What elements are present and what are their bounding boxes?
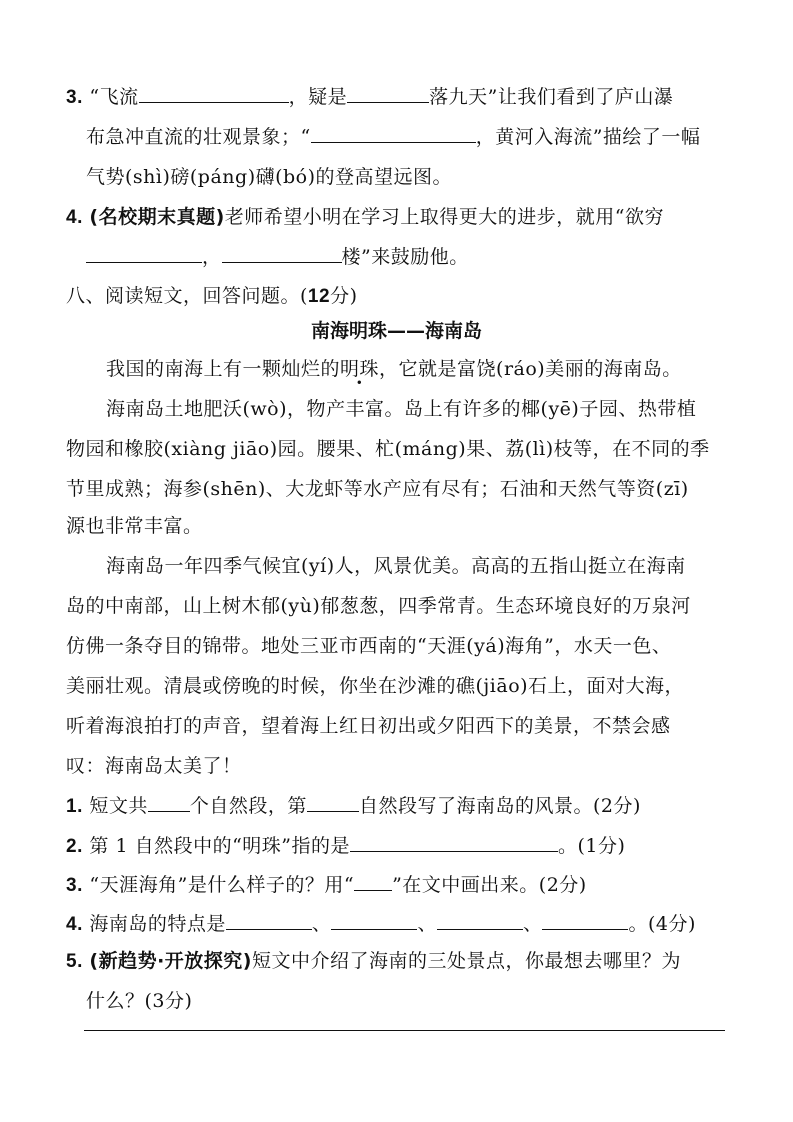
passage-title: 南海明珠——海南岛 xyxy=(310,320,482,342)
passage-paragraph-2-line-3: 节里成熟；海参(shēn)、大龙虾等水产应有尽有；石油和天然气等资(zī) xyxy=(66,478,689,500)
q3-number: 3. xyxy=(66,87,83,108)
passage-paragraph-3-line-3: 仿佛一条夺目的锦带。地处三亚市西南的“天涯(yá)海角”，水天一色、 xyxy=(66,635,672,657)
q4-blank-2[interactable] xyxy=(222,244,342,263)
question-5-line-1: 5. (新趋势·开放探究)短文中介绍了海南的三处景点，你最想去哪里？为 xyxy=(66,950,682,972)
underline-symbol xyxy=(354,872,392,891)
question-4-blank-4[interactable] xyxy=(542,911,628,930)
question-1-blank-1[interactable] xyxy=(148,793,190,812)
question-2-blank[interactable] xyxy=(350,833,558,852)
question-2: 2. 第 1 自然段中的“明珠”指的是 。(1分) xyxy=(66,835,626,857)
question-5-tag: (新趋势·开放探究) xyxy=(89,950,252,972)
passage-paragraph-3-line-6: 叹：海南岛太美了！ xyxy=(66,755,242,777)
question-1: 1. 短文共 个自然段，第 自然段写了海南岛的风景。(2分) xyxy=(66,795,641,817)
q3-line-2: 布急冲直流的壮观景象；“ ，黄河入海流”描绘了一幅 xyxy=(86,126,701,148)
q4-line-2: ， 楼”来鼓励他。 xyxy=(86,244,469,270)
q4-blank-1[interactable] xyxy=(86,244,202,263)
passage-paragraph-3-line-4: 美丽壮观。清晨或傍晚的时候，你坐在沙滩的礁(jiāo)石上，面对大海， xyxy=(66,675,685,697)
q3-blank-1[interactable] xyxy=(139,84,289,103)
question-5-line-2: 什么？(3分) xyxy=(86,990,193,1012)
q4-tag: (名校期末真题) xyxy=(89,206,225,228)
emphasis-mingzhu: 明珠 xyxy=(340,358,380,380)
passage-paragraph-3-line-2: 岛的中南部，山上树木郁(yù)郁葱葱，四季常青。生态环境良好的万泉河 xyxy=(66,595,691,617)
question-4-blank-3[interactable] xyxy=(437,911,523,930)
passage-paragraph-3-line-1: 海南岛一年四季气候宜(yí)人，风景优美。高高的五指山挺立在海南 xyxy=(106,555,686,577)
passage-paragraph-2-line-1: 海南岛土地肥沃(wò)，物产丰富。岛上有许多的椰(yē)子园、热带植 xyxy=(106,398,697,420)
question-3: 3. “天涯海角”是什么样子的？用“ ”在文中画出来。(2分) xyxy=(66,874,587,896)
passage-paragraph-2-line-4: 源也非常丰富。 xyxy=(66,515,203,537)
question-4-blank-2[interactable] xyxy=(331,911,417,930)
passage-paragraph-3-line-5: 听着海浪拍打的声音，望着海上红日初出或夕阳西下的美景，不禁会感 xyxy=(66,715,671,737)
q3-blank-3[interactable] xyxy=(311,124,476,143)
q3-line-3: 气势(shì)磅(páng)礴(bó)的登高望远图。 xyxy=(86,166,453,188)
q4-number: 4. xyxy=(66,207,83,228)
q3-line-1: 3. “飞流 ，疑是 落九天”让我们看到了庐山瀑 xyxy=(66,86,674,108)
q4-line-1: 4. (名校期末真题)老师希望小明在学习上取得更大的进步，就用“欲穷 xyxy=(66,206,664,228)
passage-paragraph-2-line-2: 物园和橡胶(xiàng jiāo)园。腰果、杧(máng)果、荔(lì)枝等，在不同的季 xyxy=(66,438,710,460)
question-4-blank-1[interactable] xyxy=(226,911,312,930)
section-8-heading: 八、阅读短文，回答问题。(12分) xyxy=(66,285,358,307)
question-4: 4. 海南岛的特点是 、 、 、 。(4分) xyxy=(66,913,696,935)
answer-line[interactable] xyxy=(84,1030,725,1031)
passage-paragraph-1: 我国的南海上有一颗灿烂的明珠，它就是富饶(ráo)美丽的海南岛。 xyxy=(106,358,682,380)
q3-blank-2[interactable] xyxy=(347,84,429,103)
question-1-blank-2[interactable] xyxy=(307,793,359,812)
